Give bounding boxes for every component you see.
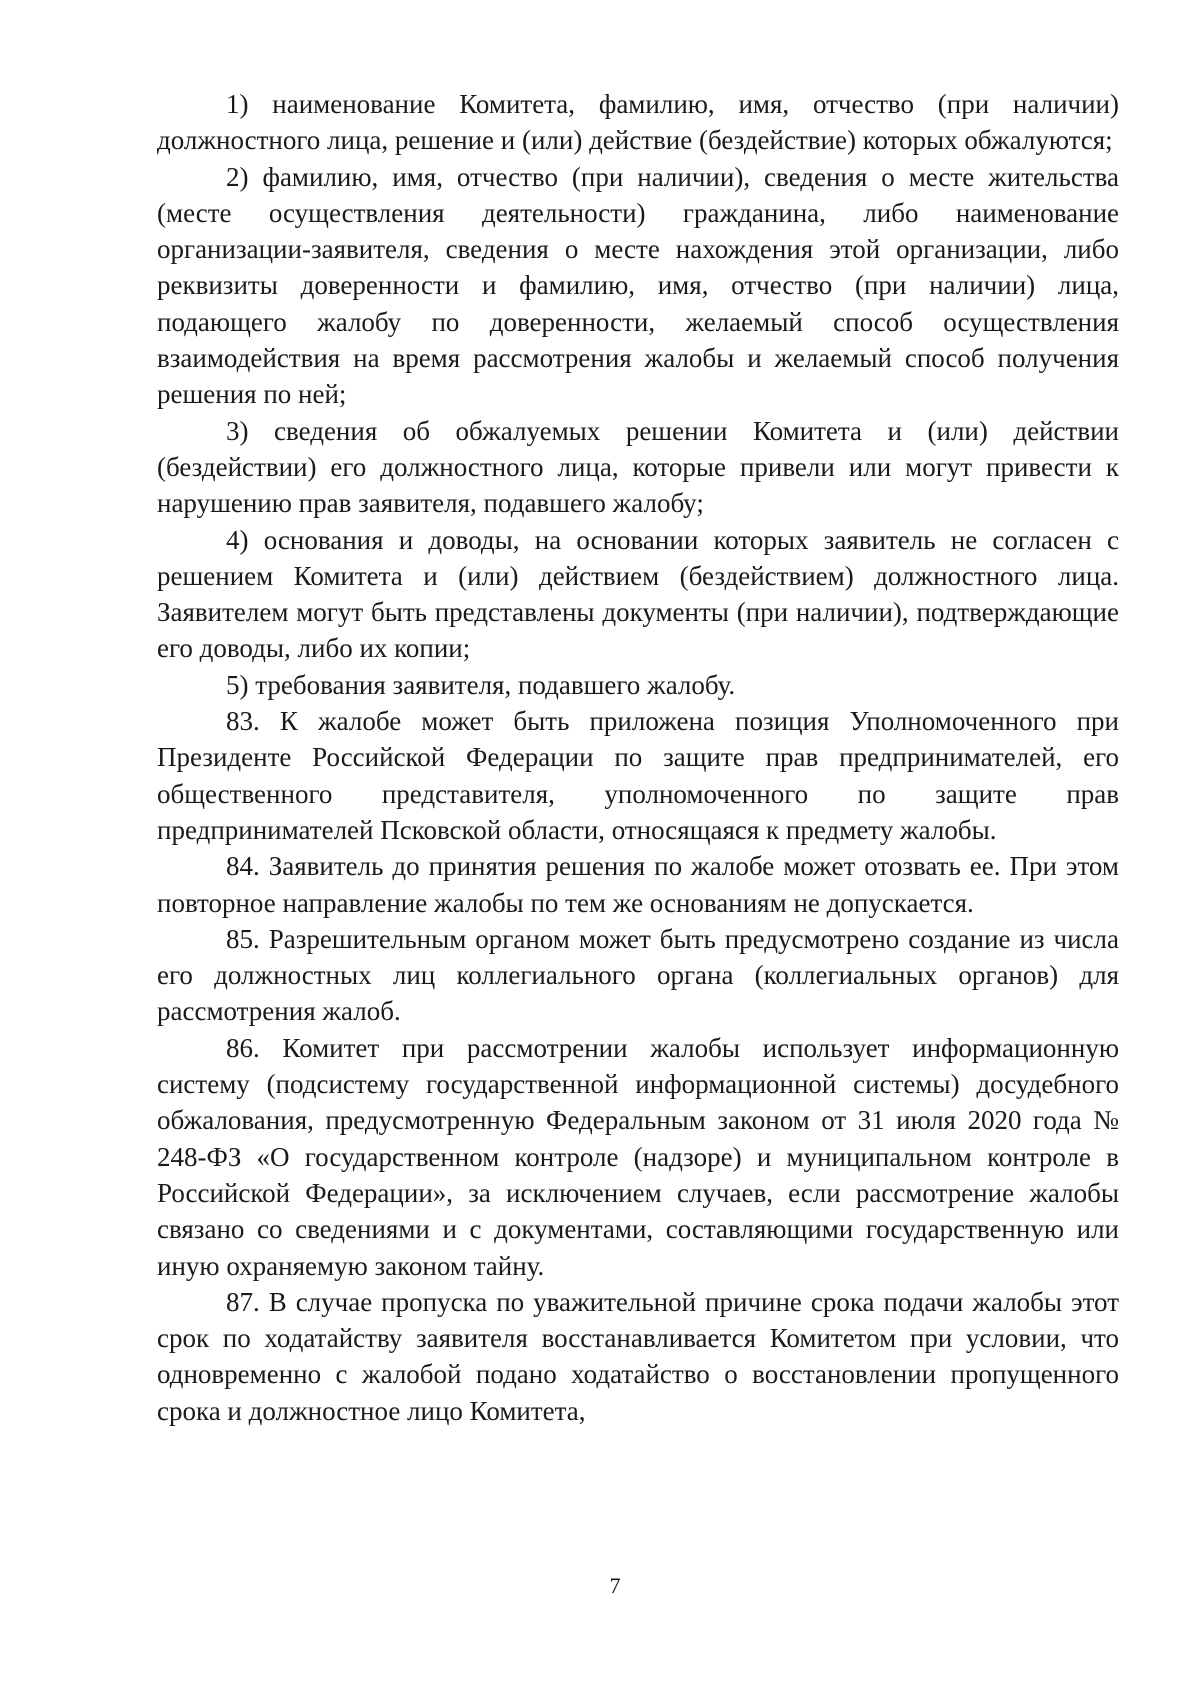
list-item-3: 3) сведения об обжалуемых решении Комитета и (или) действии (бездействии) его должностного лица, которые привели или могут привести к нарушению прав заявителя, подавшего жалобу;	[157, 415, 1119, 519]
list-item-2: 2) фамилию, имя, отчество (при наличии), сведения о месте жительства (месте осуществления деятельности) гражданина, либо наименование организации-заявителя, сведения о месте нахождения этой организации, либо реквизиты доверенности и фамилию, имя, отчество (при наличии) лица, подающего жалобу по доверенности, желаемый способ осуществления взаимодействия на время рассмотрения жалобы и желаемый способ получения решения по ней;	[157, 161, 1119, 410]
list-item-4: 4) основания и доводы, на основании которых заявитель не согласен с решением Комитета и (или) действием (бездействием) должностного лица. Заявителем могут быть представлены документы (при наличии), подтверждающие его доводы, либо их копии;	[157, 524, 1119, 664]
clause-87: 87. В случае пропуска по уважительной причине срока подачи жалобы этот срок по ходатайству заявителя восстанавливается Комитетом при условии, что одновременно с жалобой подано ходатайство о восстановлении пропущенного срока и должностное лицо Комитета,	[157, 1286, 1119, 1426]
clause-83: 83. К жалобе может быть приложена позиция Уполномоченного при Президенте Российской Федерации по защите прав предпринимателей, его общественного представителя, уполномоченного по защите прав предпринимателей Псковской области, относящаяся к предмету жалобы.	[157, 706, 1119, 845]
document-body	[157, 86, 1119, 1429]
clause-86: 86. Комитет при рассмотрении жалобы использует информационную систему (подсистему государственной информационной системы) досудебного обжалования, предусмотренную Федеральным законом от 31 июля 2020 года № 248-ФЗ «О государственном контроле (надзоре) и муниципальном контроле в Российской Федерации», за исключением случаев, если рассмотрение жалобы связано со сведениями и с документами, составляющими государственную или иную охраняемую законом тайну.	[157, 1032, 1119, 1281]
clause-85: 85. Разрешительным органом может быть предусмотрено создание из числа его должностных лиц коллегиального органа (коллегиальных органов) для рассмотрения жалоб.	[157, 923, 1119, 1027]
list-item-5: 5) требования заявителя, подавшего жалобу.	[226, 669, 736, 700]
clause-84: 84. Заявитель до принятия решения по жалобе может отозвать ее. При этом повторное направление жалобы по тем же основаниям не допускается.	[157, 851, 1119, 918]
list-item-1: 1) наименование Комитета, фамилию, имя, отчество (при наличии) должностного лица, решение и (или) действие (бездействие) которых обжалуются;	[157, 89, 1119, 156]
page-number: 7	[609, 1573, 621, 1598]
